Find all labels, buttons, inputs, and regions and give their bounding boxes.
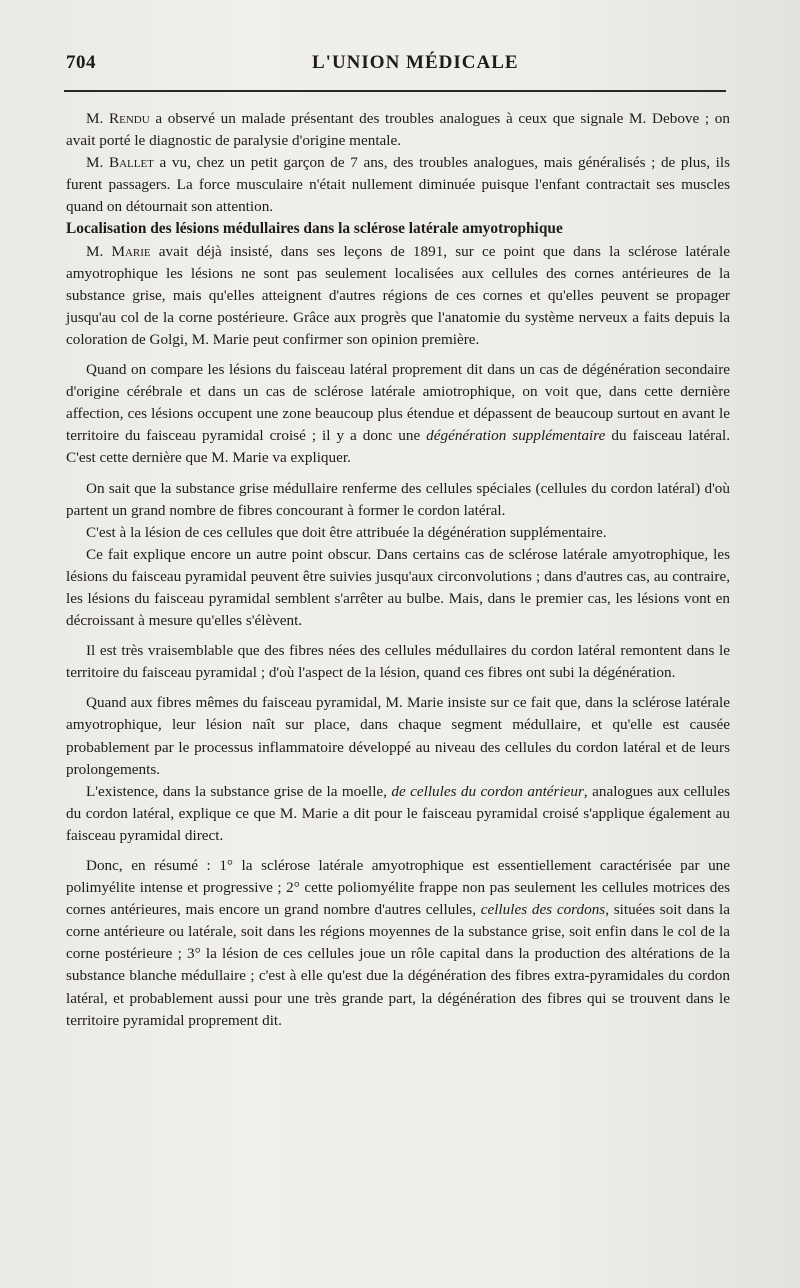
section-heading: Localisation des lésions médullaires dans la sclérose latérale amyotrophique <box>66 220 563 238</box>
italic-term: dégénération supplémentaire <box>426 427 606 445</box>
running-title: L'UNION MÉDICALE <box>312 52 519 73</box>
author-name: Ballet <box>108 154 154 172</box>
italic-term: de cellules du cordon antérieur <box>391 782 584 800</box>
paragraph-grey-substance: On sait que la substance grise médullaire renferme des cellules spéciales (cellules du cordon latéral) d'où partent un grand nombre de fibres concourant à former le cordon latéral. <box>66 479 730 519</box>
paragraph-marie: M. Marie avait déjà insisté, dans ses leçons de 1891, sur ce point que dans la sclérose latérale amyotrophique les lésions ne sont pas seulement localisées aux cellules des cornes antérieures de la substance grise, mais qu'elles atteignent d'autres régions de ces cornes et qu'elles peuvent se propager jusqu'au col de la corne postérieure. Grâce aux progrès que l'anatomie du système nerveux a faits depuis la coloration de Golgi, M. Marie peut confirmer son opinion première. <box>66 242 730 348</box>
author-name: Rendu <box>108 110 150 127</box>
paragraph-summary: Donc, en résumé : 1° la sclérose latérale amyotrophique est essentiellement caractérisée par une polimyélite intense et progressive ; 2° cette poliomyélite frappe non pas seulement les cellules motrices des cornes antérieures, mais encore un grand nombre d'autres cellules, cellules des cordons, situées soit dans la corne antérieure ou latérale, soit dans les régions moyennes de la substance grise, soit enfin dans le col de la corne postérieure ; 3° la lésion de ces cellules joue un rôle capital dans la production des altérations de la substance blanche médullaire ; c'est à elle qu'est due la dégénération des fibres extra-pyramidales du cordon latéral, et probablement aussi pour une très grande part, la dégénération des fibres qui se trouvent dans le territoire pyramidal proprement dit. <box>66 857 731 1029</box>
paragraph-cell-lesion: C'est à la lésion de ces cellules que doit être attribuée la dégénération supplémentaire. <box>86 523 607 541</box>
paragraph-comparison: Quand on compare les lésions du faisceau latéral proprement dit dans un cas de dégénération secondaire d'origine cérébrale et dans un cas de sclérose latérale amiotrophique, on voit que, dans cette dernière affection, ces lésions occupent une zone beaucoup plus étendue et dépassent de beaucoup surtout en avant le territoire du faisceau pyramidal croisé ; il y a donc une dégénération supplémentaire du faisceau latéral. C'est cette dernière que M. Marie va expliquer. <box>66 361 730 467</box>
page-header <box>66 52 726 82</box>
header-rule <box>64 90 726 92</box>
italic-term: cellules des cordons <box>480 901 606 919</box>
article-body <box>66 108 730 1032</box>
paragraph-anterior-cells: L'existence, dans la substance grise de la moelle, de cellules du cordon antérieur, analogues aux cellules du cordon latéral, explique ce que M. Marie a dit pour le faisceau pyramidal croisé s'applique également au faisceau pyramidal direct. <box>66 782 730 844</box>
page-number: 704 <box>66 52 96 73</box>
paragraph-ballet: M. Ballet a vu, chez un petit garçon de 7 ans, des troubles analogues, mais généralisés ; de plus, ils furent passagers. La force musculaire n'était nullement diminuée puisque l'enfant contractait ses muscles quand on détournait son attention. <box>66 154 730 216</box>
paragraph-obscure-point: Ce fait explique encore un autre point obscur. Dans certains cas de sclérose latérale amyotrophique, les lésions du faisceau pyramidal peuvent être suivies jusqu'aux circonvolutions ; dans d'autres cas, au contraire, les lésions du faisceau pyramidal semblent s'arrêter au bulbe. Mais, dans le premier cas, les lésions vont en décroissant à mesure qu'elles s'élèvent. <box>66 545 730 630</box>
paragraph-fibres: Il est très vraisemblable que des fibres nées des cellules médullaires du cordon latéral remontent dans le territoire du faisceau pyramidal ; d'où l'aspect de la lésion, quand ces fibres ont subi la dégénération. <box>66 642 730 682</box>
author-name: Marie <box>111 242 151 260</box>
paragraph-pyramidal-fibres: Quand aux fibres mêmes du faisceau pyramidal, M. Marie insiste sur ce fait que, dans la sclérose latérale amyotrophique, leur lésion naît sur place, dans chaque segment médullaire, et qu'elle est causée probablement par le processus inflammatoire développé au niveau des cellules du cordon latéral et de leurs prolongements. <box>66 694 730 778</box>
paragraph-rendu: M. Rendu a observé un malade présentant des troubles analogues à ceux que signale M. Debove ; on avait porté le diagnostic de paralysie d'origine mentale. <box>66 110 730 150</box>
